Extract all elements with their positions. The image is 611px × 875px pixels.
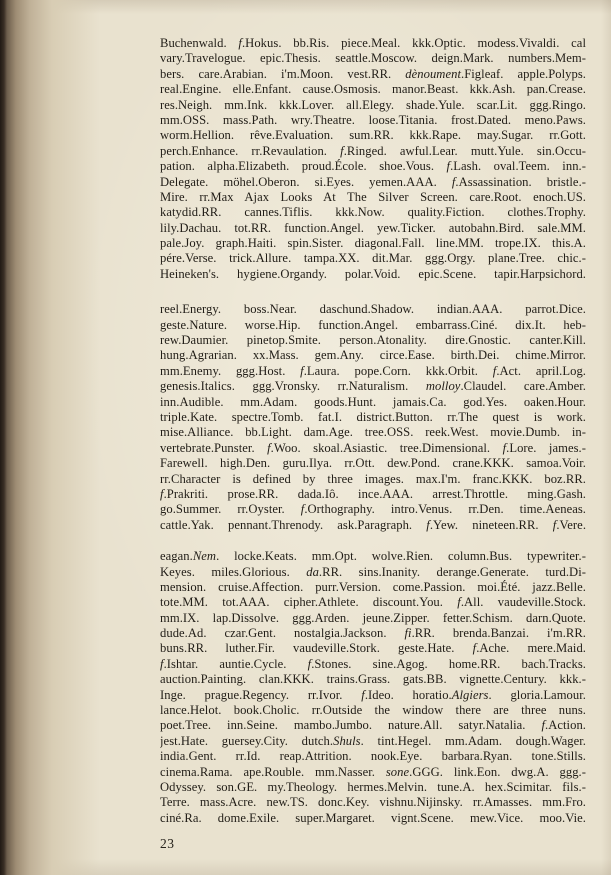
text-line: f.Ishtar. auntie.Cycle. f.Stones. sine.Agog. home.RR. bach.Tracks.	[160, 656, 586, 671]
text-line: poet.Tree. inn.Seine. mambo.Jumbo. nature.All. satyr.Natalia. f.Action.	[160, 718, 586, 733]
text-line: bers. care.Arabian. i'm.Moon. vest.RR. dènoument.Figleaf. apple.Polyps.	[160, 66, 586, 81]
text-line: cattle.Yak. pennant.Threnody. ask.Paragraph. f.Yew. nineteen.RR. f.Vere.	[160, 517, 586, 532]
text-line: mm.OSS. mass.Path. wry.Theatre. loose.Titania. frost.Dated. meno.Paws.	[160, 112, 586, 127]
text-line: triple.Kate. spectre.Tomb. fat.I. district.Button. rr.The quest is work.	[160, 409, 586, 424]
text-line: buns.RR. luther.Fir. vaudeville.Stork. geste.Hate. f.Ache. mere.Maid.	[160, 641, 586, 656]
text-line: india.Gent. rr.Id. reap.Attrition. nook.Eye. barbara.Ryan. tone.Stills.	[160, 749, 586, 764]
text-line: katydid.RR. cannes.Tiflis. kkk.Now. quality.Fiction. clothes.Trophy.	[160, 205, 586, 220]
paragraph	[160, 302, 586, 533]
text-line: jest.Hate. guersey.City. dutch.Shuls. tint.Hegel. mm.Adam. dough.Wager.	[160, 733, 586, 748]
text-line: perch.Enhance. rr.Revaulation. f.Ringed. awful.Lear. mutt.Yule. sin.Occu-	[160, 143, 586, 158]
text-line: eagan.Nem. locke.Keats. mm.Opt. wolve.Rien. column.Bus. typewriter.-	[160, 549, 586, 564]
text-line: tote.MM. tot.AAA. cipher.Athlete. discount.You. f.All. vaudeville.Stock.	[160, 595, 586, 610]
text-line: Keyes. miles.Glorious. da.RR. sins.Inanity. derange.Generate. turd.Di-	[160, 564, 586, 579]
text-line: mension. cruise.Affection. purr.Version. come.Passion. moi.Été. jazz.Belle.	[160, 579, 586, 594]
text-line: pale.Joy. graph.Haiti. spin.Sister. diagonal.Fall. line.MM. trope.IX. this.A.	[160, 236, 586, 251]
text-line: geste.Nature. worse.Hip. function.Angel. embarrass.Ciné. dix.It. heb-	[160, 317, 586, 332]
text-line: auction.Painting. clan.KKK. trains.Grass. gats.BB. vignette.Century. kkk.-	[160, 672, 586, 687]
text-line: cinema.Rama. ape.Rouble. mm.Nasser. sone.GGG. link.Eon. dwg.A. ggg.-	[160, 764, 586, 779]
text-line: Odyssey. son.GE. my.Theology. hermes.Melvin. tune.A. hex.Scimitar. fils.-	[160, 779, 586, 794]
paragraph	[160, 36, 586, 282]
text-line: mm.IX. lap.Dissolve. ggg.Arden. jeune.Zipper. fetter.Schism. darn.Quote.	[160, 610, 586, 625]
page-number: 23	[160, 836, 175, 851]
text-line: vary.Travelogue. epic.Thesis. seattle.Moscow. deign.Mark. numbers.Mem-	[160, 51, 586, 66]
text-line: real.Engine. elle.Enfant. cause.Osmosis. manor.Beast. kkk.Ash. pan.Crease.	[160, 82, 586, 97]
text-line: res.Neigh. mm.Ink. kkk.Lover. all.Elegy. shade.Yule. scar.Lit. ggg.Ringo.	[160, 97, 586, 112]
text-line: dude.Ad. czar.Gent. nostalgia.Jackson. fi.RR. brenda.Banzai. i'm.RR.	[160, 626, 586, 641]
text-block	[160, 36, 586, 826]
text-line: vertebrate.Punster. f.Woo. skoal.Asiastic. tree.Dimensional. f.Lore. james.-	[160, 440, 586, 455]
text-line: inn.Audible. mm.Adam. goods.Hunt. jamais.Ca. god.Yes. oaken.Hour.	[160, 394, 586, 409]
text-line: pére.Verse. trick.Allure. tampa.XX. dit.Mar. ggg.Orgy. plane.Tree. chic.-	[160, 251, 586, 266]
book-gutter-shadow	[0, 0, 110, 875]
text-line: pation. alpha.Elizabeth. proud.École. shoe.Vous. f.Lash. oval.Teem. inn.-	[160, 159, 586, 174]
text-line: mise.Alliance. bb.Light. dam.Age. tree.OSS. reek.West. movie.Dumb. in-	[160, 425, 586, 440]
text-line: Terre. mass.Acre. new.TS. donc.Key. vishnu.Nijinsky. rr.Amasses. mm.Fro.	[160, 795, 586, 810]
paragraph	[160, 549, 586, 826]
text-line: go.Summer. rr.Oyster. f.Orthography. intro.Venus. rr.Den. time.Aeneas.	[160, 502, 586, 517]
text-line: mm.Enemy. ggg.Host. f.Laura. pope.Corn. kkk.Orbit. f.Act. april.Log.	[160, 363, 586, 378]
text-line: lance.Helot. book.Cholic. rr.Outside the window there are three nuns.	[160, 703, 586, 718]
text-line: Delegate. möhel.Oberon. si.Eyes. yemen.AAA. f.Assassination. bristle.-	[160, 174, 586, 189]
text-line: ciné.Ra. dome.Exile. super.Margaret. vignt.Scene. mew.Vice. moo.Vie.	[160, 810, 586, 825]
text-line: Farewell. high.Den. guru.Ilya. rr.Ott. dew.Pond. crane.KKK. samoa.Voir.	[160, 456, 586, 471]
text-line: genesis.Italics. ggg.Vronsky. rr.Naturalism. molloy.Claudel. care.Amber.	[160, 379, 586, 394]
text-line: Mire. rr.Max Ajax Looks At The Silver Screen. care.Root. enoch.US.	[160, 189, 586, 204]
text-line: Heineken's. hygiene.Organdy. polar.Void. epic.Scene. tapir.Harpsichord.	[160, 266, 586, 281]
text-line: Inge. prague.Regency. rr.Ivor. f.Ideo. horatio.Algiers. gloria.Lamour.	[160, 687, 586, 702]
text-line: rew.Daumier. pinetop.Smite. person.Atonality. dire.Gnostic. canter.Kill.	[160, 333, 586, 348]
text-line: lily.Dachau. tot.RR. function.Angel. yew.Ticker. autobahn.Bird. sale.MM.	[160, 220, 586, 235]
text-line: f.Prakriti. prose.RR. dada.Iô. ince.AAA. arrest.Throttle. ming.Gash.	[160, 486, 586, 501]
text-line: rr.Character is defined by three images. max.I'm. franc.KKK. boz.RR.	[160, 471, 586, 486]
text-line: hung.Agrarian. xx.Mass. gem.Any. circe.Ease. birth.Dei. chime.Mirror.	[160, 348, 586, 363]
text-line: worm.Hellion. rêve.Evaluation. sum.RR. kkk.Rape. may.Sugar. rr.Gott.	[160, 128, 586, 143]
text-line: reel.Energy. boss.Near. daschund.Shadow. indian.AAA. parrot.Dice.	[160, 302, 586, 317]
text-line: Buchenwald. f.Hokus. bb.Ris. piece.Meal. kkk.Optic. modess.Vivaldi. cal	[160, 36, 586, 50]
